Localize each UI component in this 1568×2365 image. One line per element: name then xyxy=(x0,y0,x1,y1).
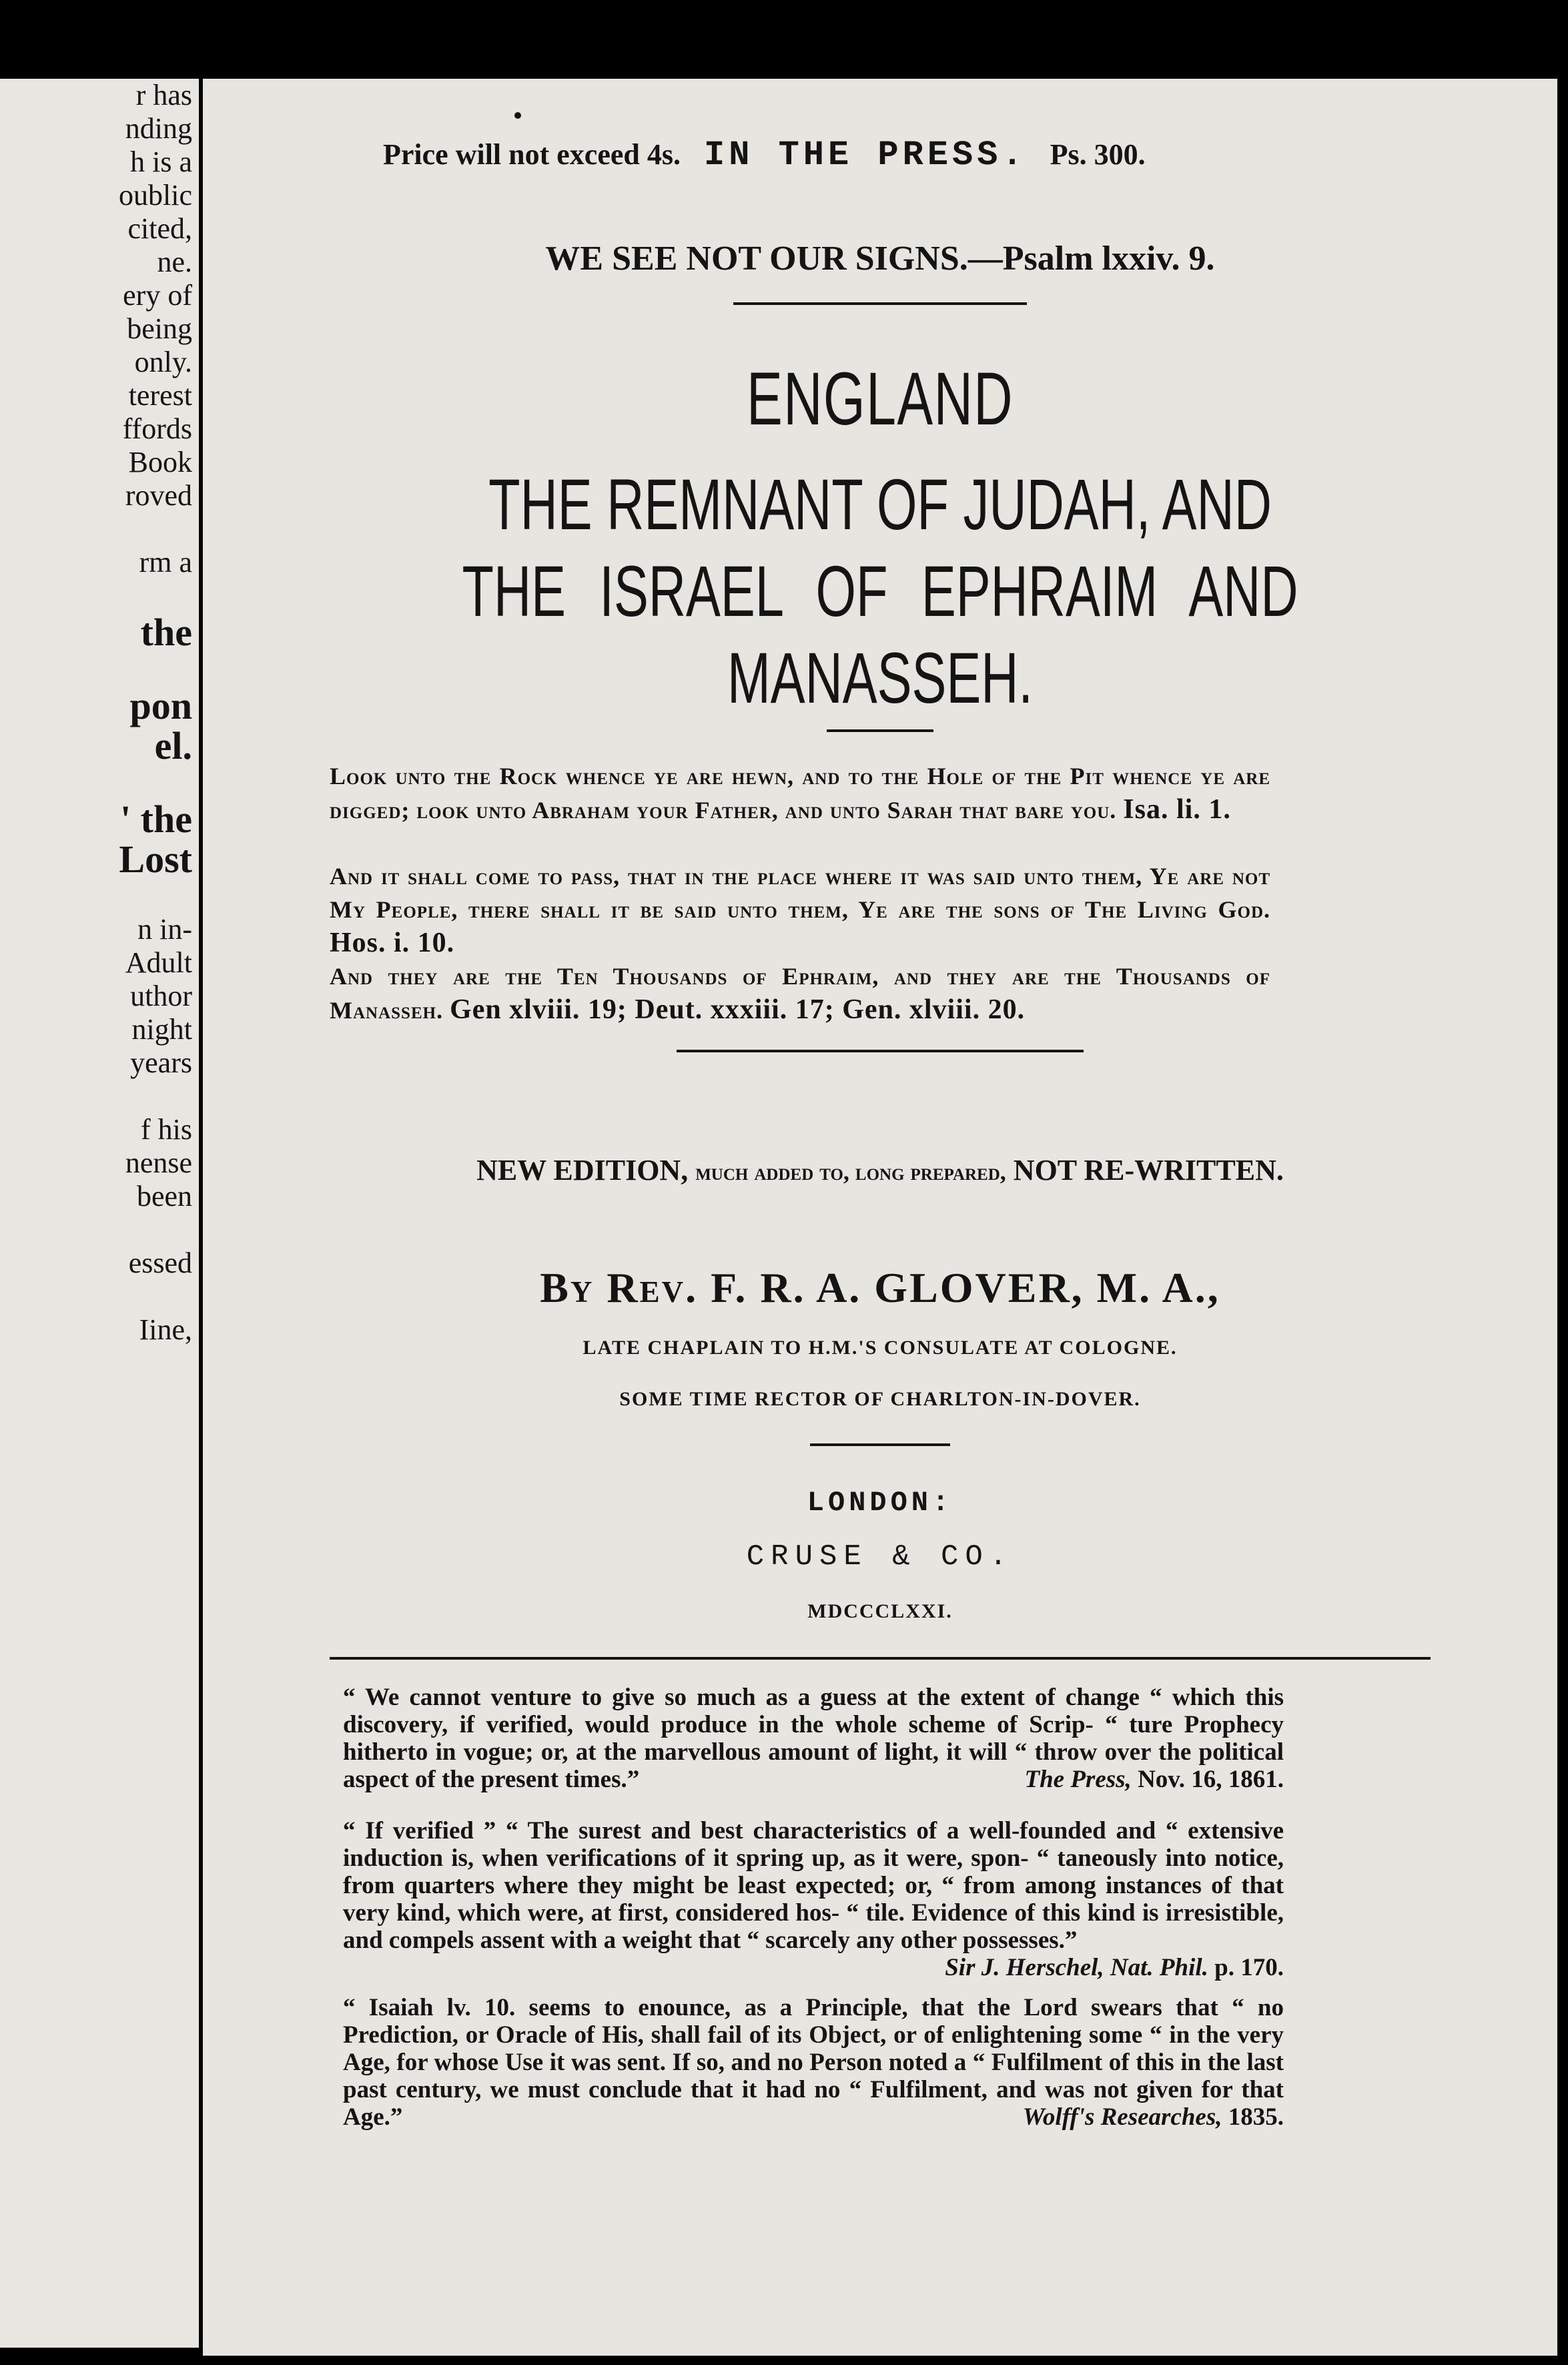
left-page-line xyxy=(0,579,192,613)
press-notice xyxy=(383,135,1384,175)
title-page xyxy=(203,79,1557,2356)
title-line-4: MANASSEH. xyxy=(727,637,1034,718)
review-quote: “ If verified ” “ The surest and best characteristics of a well-founded and “ extensive induction is, when verifications of it spring up, as it were, spon- “ taneously into notice, from quarters where they might be least expected; or, “ from among instances of that very kind, which were, at first, considered hos- “ tile. Evidence of this kind is irresistible, and compels assent with a weight that “ scarcely any other possesses.” Sir J. Herschel, Nat. Phil. p. 170. xyxy=(343,1817,1284,1981)
left-page-line: being xyxy=(127,312,192,345)
left-page-line: Adult xyxy=(125,946,192,979)
left-page-line xyxy=(0,513,192,546)
left-page-line xyxy=(0,766,192,799)
ink-dot xyxy=(514,112,521,119)
left-page-line: night xyxy=(131,1013,192,1046)
left-page-line xyxy=(0,1080,192,1113)
review-quote: “ Isaiah lv. 10. seems to enounce, as a Principle, that the Lord swears that “ no Prediction, or Oracle of His, shall fail of its Object, or of enlightening some “ in the very Age, for whose Use it was sent. If so, and no Person noted a “ Fulfilment of this in the last past century, we must conclude that it had no “ Fulfilment, and was not given for that Age.” Wolff's Researches, 1835. xyxy=(343,1994,1284,2131)
left-page-line xyxy=(0,1280,192,1313)
edition-note: NEW EDITION, much added to, long prepared, NOT RE-WRITTEN. xyxy=(476,1154,1284,1187)
title-line-3: THE ISRAEL OF EPHRAIM AND xyxy=(462,551,1298,631)
author-line: By Rev. F. R. A. GLOVER, M. A., xyxy=(540,1264,1220,1311)
divider-rule xyxy=(677,1050,1084,1052)
author-chaplaincy: LATE CHAPLAIN TO H.M.'S CONSULATE AT COLOGNE. xyxy=(582,1337,1178,1359)
scripture-quote: Look unto the Rock whence ye are hewn, and to the Hole of the Pit whence ye are digged; look unto Abraham your Father, and unto Sarah that bare you. Isa. li. 1. xyxy=(330,763,1270,825)
divider-rule xyxy=(733,302,1027,305)
left-page-line: years xyxy=(130,1046,192,1079)
left-page-line: been xyxy=(136,1180,192,1213)
price-note: Price will not exceed 4s. xyxy=(383,138,681,171)
imprint-year: MDCCCLXXI. xyxy=(807,1600,953,1622)
left-page-line: el. xyxy=(154,724,192,767)
left-page-line: f his xyxy=(141,1113,192,1146)
epigraph: WE SEE NOT OUR SIGNS.—Psalm lxxiv. 9. xyxy=(545,240,1215,278)
scripture-quote: And it shall come to pass, that in the place where it was said unto them, Ye are not My People, there shall it be said unto them, Ye are the sons of The Living God. Hos. i. 10. xyxy=(330,863,1270,958)
left-page-line: terest xyxy=(128,379,192,412)
divider-rule xyxy=(810,1443,950,1446)
left-page-line: h is a xyxy=(130,145,192,178)
author-rectory: SOME TIME RECTOR OF CHARLTON-IN-DOVER. xyxy=(619,1388,1141,1410)
left-page-line: n in- xyxy=(137,913,192,946)
review-quote: “ We cannot venture to give so much as a guess at the extent of change “ which this discovery, if verified, would produce in the whole scheme of Scrip- “ ture Prophecy hitherto in vogue; or, at the marvellous amount of light, it will “ throw over the political aspect of the present times.” The Press, Nov. 16, 1861. xyxy=(343,1684,1284,1793)
left-page-line: ' the xyxy=(120,797,192,841)
left-page-line: Lost xyxy=(119,837,192,881)
imprint-city: LONDON: xyxy=(807,1487,953,1519)
divider-rule xyxy=(827,729,933,732)
left-page-line: rm a xyxy=(139,546,192,579)
left-page-line xyxy=(0,1213,192,1247)
left-page-line: nense xyxy=(125,1146,192,1179)
left-facing-page xyxy=(0,79,199,2348)
in-press-label: IN THE PRESS. xyxy=(703,135,1027,175)
left-page-text xyxy=(0,79,199,1347)
left-page-line: nding xyxy=(125,112,192,145)
left-page-line: oublic xyxy=(119,179,192,212)
left-page-line: Iine, xyxy=(139,1313,192,1346)
left-page-line: essed xyxy=(128,1247,192,1279)
left-page-line: pon xyxy=(129,684,192,727)
left-page-line: Book xyxy=(128,446,192,478)
scripture-quote: And they are the Ten Thousands of Ephraim, and they are the Thousands of Manasseh. Gen xlviii. 19; Deut. xxxiii. 17; Gen. xlviii. 20. xyxy=(330,963,1270,1025)
imprint-publisher: CRUSE & CO. xyxy=(746,1540,1014,1574)
left-page-line: only. xyxy=(134,346,192,378)
left-page-line xyxy=(0,880,192,913)
left-page-line: cited, xyxy=(127,212,192,245)
left-page-line: uthor xyxy=(130,980,192,1012)
left-page-line xyxy=(0,653,192,686)
left-page-line: ne. xyxy=(157,246,192,278)
title-line-1: ENGLAND xyxy=(747,357,1014,440)
title-line-2: THE REMNANT OF JUDAH, AND xyxy=(488,464,1272,545)
left-page-line: the xyxy=(140,611,192,654)
page-count: Ps. 300. xyxy=(1050,138,1146,171)
left-page-line: ffords xyxy=(122,412,192,445)
left-page-line: ery of xyxy=(123,279,192,312)
left-page-line: r has xyxy=(135,79,192,111)
divider-rule xyxy=(330,1657,1431,1660)
left-page-line: roved xyxy=(125,479,192,512)
